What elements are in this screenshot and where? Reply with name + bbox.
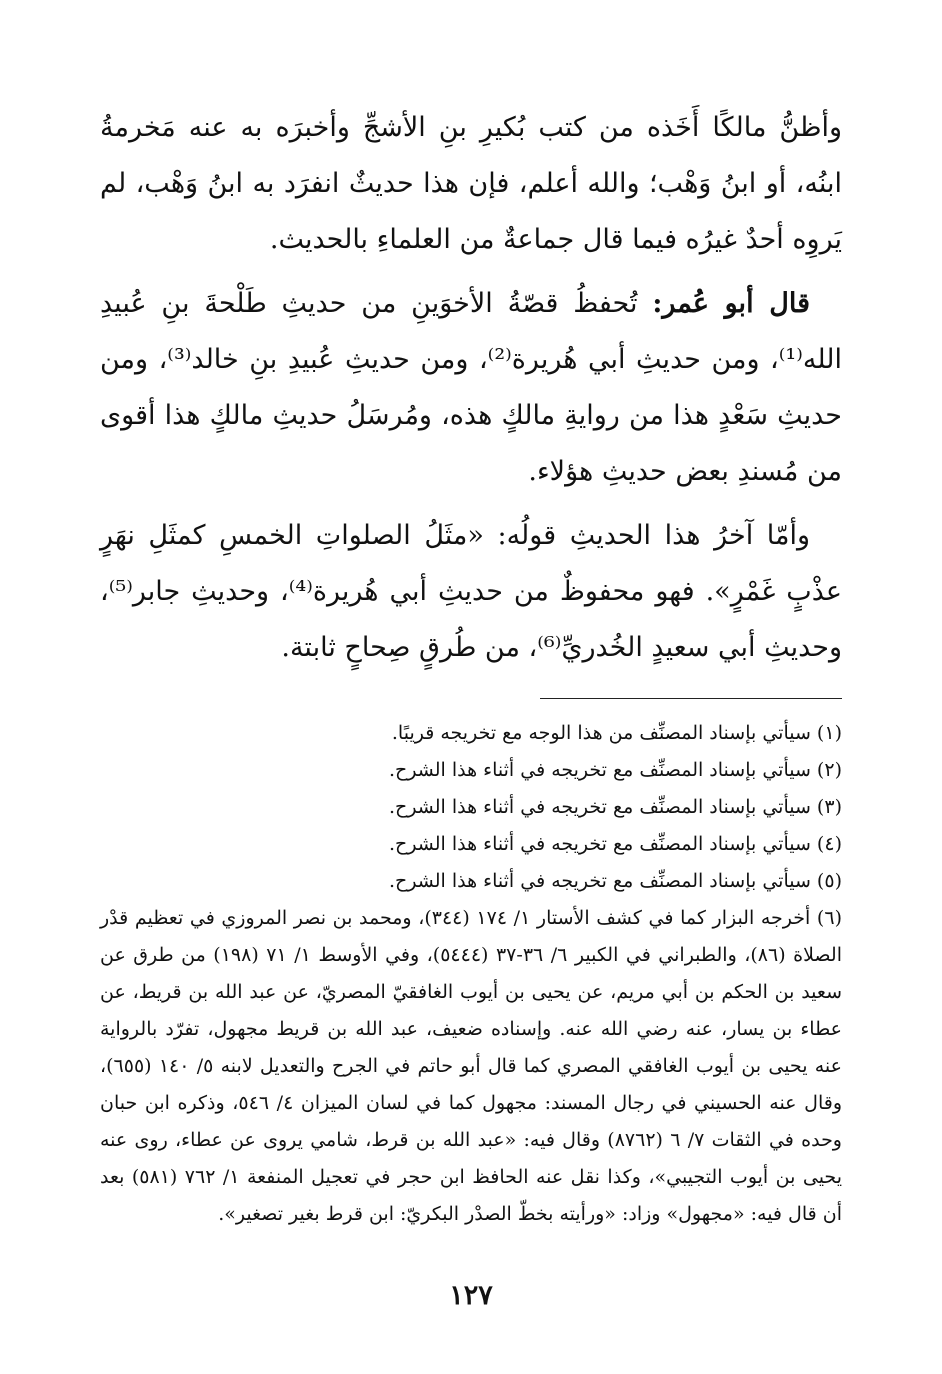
paragraph-2 xyxy=(100,276,842,500)
footnotes xyxy=(100,715,842,1233)
page-number: ١٢٧ xyxy=(449,1280,493,1311)
paragraph-1-text: وأظنُّ مالكًا أَخَذه من كتب بُكيرِ بنِ الأشجِّ وأخبرَه به عنه مَخرمةُ ابنُه، أو ابنُ وَهْب؛ والله أعلم، فإن هذا حديثٌ انفرَد به ابنُ وَهْب، لم يَروِه أحدٌ غيرُه فيما قال جماعةٌ من العلماءِ بالحديث. xyxy=(100,112,842,255)
paragraph-1 xyxy=(100,100,842,268)
document-page xyxy=(100,100,842,1350)
main-text xyxy=(100,100,842,676)
footnote-2: (٢) سيأتي بإسناد المصنِّف مع تخريجه في أثناء هذا الشرح. xyxy=(389,759,842,781)
footnote-1: (١) سيأتي بإسناد المصنِّف من هذا الوجه مع تخريجه قريبًا. xyxy=(391,722,842,744)
footnote-5: (٥) سيأتي بإسناد المصنِّف مع تخريجه في أثناء هذا الشرح. xyxy=(389,870,842,892)
paragraph-2-lead: قال أبو عُمر: xyxy=(652,288,810,319)
footnote-4: (٤) سيأتي بإسناد المصنِّف مع تخريجه في أثناء هذا الشرح. xyxy=(389,833,842,855)
footnote-divider xyxy=(540,698,842,699)
paragraph-3-text: وأمّا آخرُ هذا الحديثِ قولُه: «مثَلُ الصلواتِ الخمسِ كمثَلِ نهَرٍ عذْبٍ غَمْرٍ». فهو محفوظٌ من حديثِ أبي هُريرة⁽⁴⁾، وحديثِ جابر⁽⁵⁾، وحديثِ أبي سعيدٍ الخُدريِّ⁽⁶⁾، من طُرقٍ صِحاحٍ ثابتة. xyxy=(100,520,843,663)
footnote-6: (٦) أخرجه البزار كما في كشف الأستار ١/ ١٧٤ (٣٤٤)، ومحمد بن نصر المروزي في تعظيم قدْر الصلاة (٨٦)، والطبراني في الكبير ٦/ ٣٦-٣٧ (٥٤٤٤)، وفي الأوسط ١/ ٧١ (١٩٨) من طرق عن سعيد بن الحكم بن أبي مريم، عن يحيى بن أيوب الغافقيّ المصريّ، عن عبد الله بن قريط، عن عطاء بن يسار، عنه رضي الله عنه. وإسناده ضعيف، عبد الله بن قريط مجهول، تفرّد بالرواية عنه يحيى بن أيوب الغافقي المصري كما قال أبو حاتم في الجرح والتعديل لابنه ٥/ ١٤٠ (٦٥٥)، وقال عنه الحسيني في رجال المسند: مجهول كما في لسان الميزان ٤/ ٥٤٦، وذكره ابن حبان وحده في الثقات ٧/ ٦ (٨٧٦٢) وقال فيه: «عبد الله بن قرط، شامي يروى عن عطاء، روى عنه يحيى بن أيوب التجيبي»، وكذا نقل عنه الحافظ ابن حجر في تعجيل المنفعة ١/ ٧٦٢ (٥٨١) بعد أن قال فيه: «مجهول» وزاد: «ورأيته بخطّ الصدْر البكريّ: ابن قرط بغير تصغير». xyxy=(100,907,843,1225)
paragraph-3 xyxy=(100,508,842,676)
paragraph-2-text: تُحفظُ قصّةُ الأخوَينِ من حديثِ طَلْحةَ بنِ عُبيدِ الله⁽¹⁾، ومن حديثِ أبي هُريرة⁽²⁾، ومن حديثِ عُبيدِ بنِ خالد⁽³⁾، ومن حديثِ سَعْدٍ هذا من روايةِ مالكٍ هذه، ومُرسَلُ حديثِ مالكٍ هذا أقوى من مُسندِ بعض حديثِ هؤلاء. xyxy=(100,288,843,487)
footnote-3: (٣) سيأتي بإسناد المصنِّف مع تخريجه في أثناء هذا الشرح. xyxy=(389,796,842,818)
